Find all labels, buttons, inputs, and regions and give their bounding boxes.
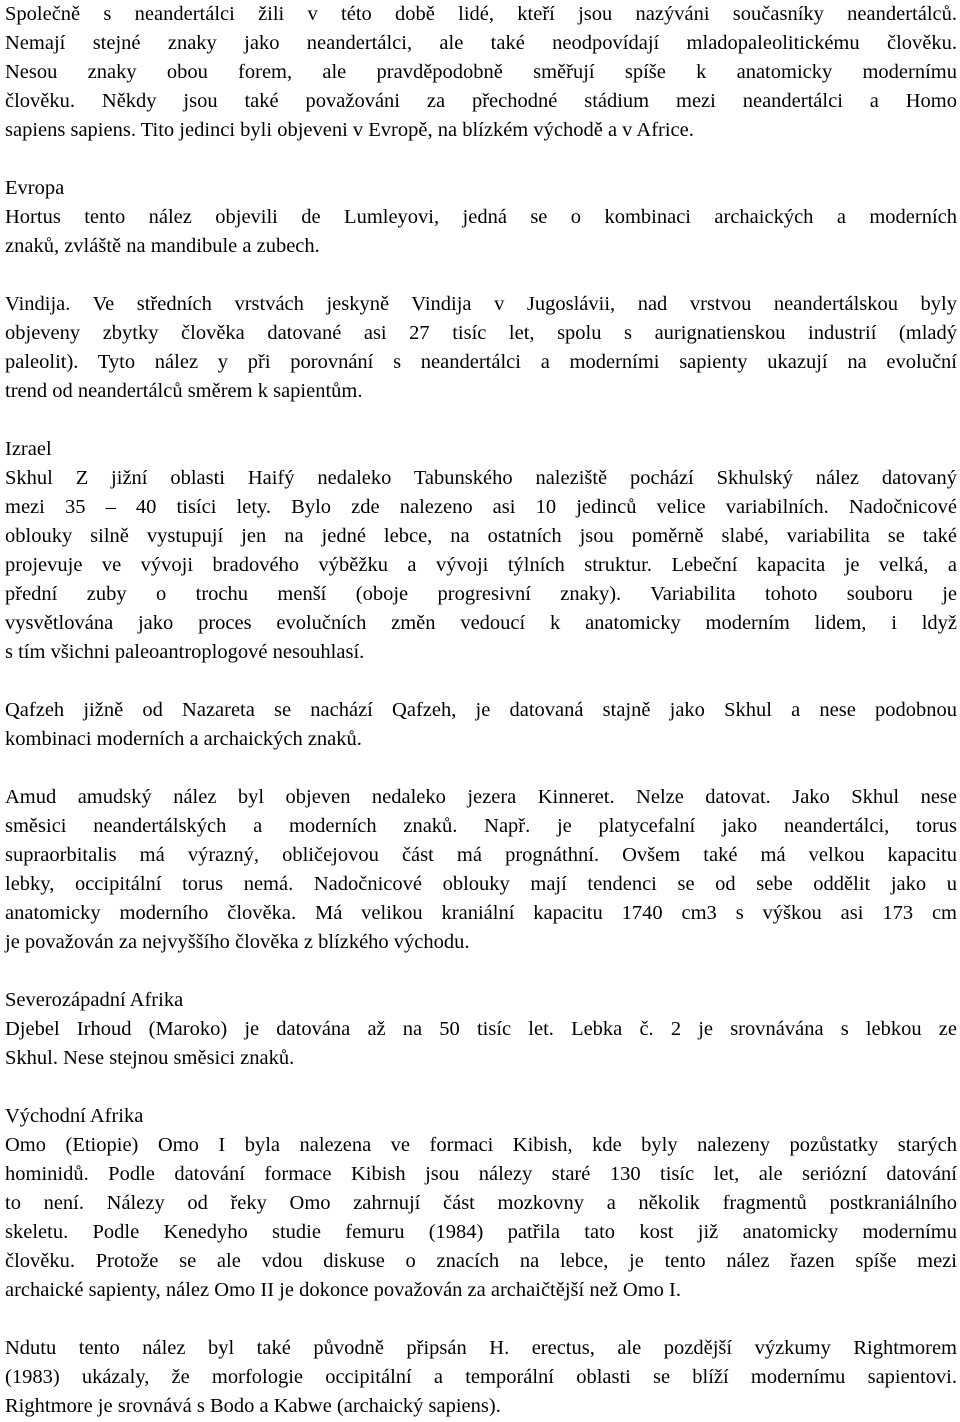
text-line: směsici neandertálských a moderních znaků. Např. je platycefalní jako neandertálci, torus xyxy=(5,815,957,837)
text-line: Djebel Irhoud (Maroko) je datována až na 50 tisíc let. Lebka č. 2 je srovnávána s lebkou ze xyxy=(5,1018,957,1040)
text-line: vysvětlována jako proces evolučních změn vedoucí k anatomicky moderním lidem, i ldyž xyxy=(5,612,957,634)
section-heading: Izrael xyxy=(5,438,52,460)
paragraph-gap xyxy=(5,145,957,174)
text-line: hominidů. Podle datování formace Kibish jsou nálezy staré 130 tisíc let, ale seriózní datování xyxy=(5,1163,957,1185)
text-line: Qafzeh jižně od Nazareta se nachází Qafzeh, je datovaná stajně jako Skhul a nese podobnou xyxy=(5,699,957,721)
paragraph-gap xyxy=(5,1073,957,1102)
text-line: Amud amudský nález byl objeven nedaleko jezera Kinneret. Nelze datovat. Jako Skhul nese xyxy=(5,786,957,808)
text-line: Rightmore je srovnává s Bodo a Kabwe (archaický sapiens). xyxy=(5,1395,501,1417)
text-line: Společně s neandertálci žili v této době lidé, kteří jsou nazýváni současníky neandertálců. xyxy=(5,3,957,25)
section-vychodni-afrika xyxy=(5,1102,957,1305)
paragraph-gap xyxy=(5,1305,957,1334)
section-heading: Severozápadní Afrika xyxy=(5,989,184,1011)
text-line: Skhul Z jižní oblasti Haifý nedaleko Tabunského naleziště pochází Skhulský nález datovaný xyxy=(5,467,957,489)
text-line: Ndutu tento nález byl také původně připsán H. erectus, ale pozdější výzkumy Rightmorem xyxy=(5,1337,957,1359)
paragraph-gap xyxy=(5,754,957,783)
text-line: paleolit). Tyto nález y při porovnání s neandertálci a moderními sapienty ukazují na evoluční xyxy=(5,351,957,373)
text-line: sapiens sapiens. Tito jedinci byli objeveni v Evropě, na blízkém východě a v Africe. xyxy=(5,119,694,141)
text-line: Hortus tento nález objevili de Lumleyovi, jedná se o kombinaci archaických a moderních xyxy=(5,206,957,228)
text-line: anatomicky moderního člověka. Má velikou kraniální kapacitu 1740 cm3 s výškou asi 173 cm xyxy=(5,902,957,924)
paragraph-gap xyxy=(5,957,957,986)
text-line: archaické sapienty, nález Omo II je dokonce považován za archaičtější než Omo I. xyxy=(5,1279,681,1301)
text-line: oblouky silně vystupují jen na jedné lebce, na ostatních jsou poměrně slabé, variabilita se také xyxy=(5,525,957,547)
text-line: supraorbitalis má výrazný, obličejovou část má prognáthní. Ovšem také má velkou kapacitu xyxy=(5,844,957,866)
paragraph-gap xyxy=(5,406,957,435)
section-heading: Východní Afrika xyxy=(5,1105,144,1127)
paragraph-qafzeh xyxy=(5,696,957,754)
text-line: skeletu. Podle Kenedyho studie femuru (1984) patřila tato kost již anatomicky modernímu xyxy=(5,1221,957,1243)
text-line: znaků, zvláště na mandibule a zubech. xyxy=(5,235,320,257)
section-heading: Evropa xyxy=(5,177,65,199)
paragraph-ndutu xyxy=(5,1334,957,1421)
text-line: člověku. Protože se ale vdou diskuse o znacích na lebce, je tento nález řazen spíše mezi xyxy=(5,1250,957,1272)
text-line: přední zuby o trochu menší (oboje progresivní znaky). Variabilita tohoto souboru je xyxy=(5,583,957,605)
text-line: kombinaci moderních a archaických znaků. xyxy=(5,728,362,750)
text-line: Nesou znaky obou forem, ale pravděpodobně směřují spíše k anatomicky modernímu xyxy=(5,61,957,83)
paragraph-gap xyxy=(5,667,957,696)
text-line: lebky, occipitální torus nemá. Nadočnicové oblouky mají tendenci se od sebe oddělit jako u xyxy=(5,873,957,895)
document-page xyxy=(5,0,957,1421)
paragraph-vindija xyxy=(5,290,957,406)
text-line: Vindija. Ve středních vrstvách jeskyně Vindija v Jugoslávii, nad vrstvou neandertálskou byly xyxy=(5,293,957,315)
text-line: projevuje ve vývoji bradového výběžku a vývoji týlních struktur. Lebeční kapacita je velká, a xyxy=(5,554,957,576)
paragraph-amud xyxy=(5,783,957,957)
section-severozapadni-afrika xyxy=(5,986,957,1073)
text-line: je považován za nejvyššího člověka z blízkého východu. xyxy=(5,931,470,953)
text-line: trend od neandertálců směrem k sapientům. xyxy=(5,380,363,402)
text-line: člověku. Někdy jsou také považováni za přechodné stádium mezi neandertálci a Homo xyxy=(5,90,957,112)
section-izrael xyxy=(5,435,957,667)
text-line: mezi 35 – 40 tisíci lety. Bylo zde nalezeno asi 10 jedinců velice variabilních. Nadočnicové xyxy=(5,496,957,518)
text-line: to není. Nálezy od řeky Omo zahrnují část mozkovny a několik fragmentů postkraniálního xyxy=(5,1192,957,1214)
text-line: s tím všichni paleoantroplogové nesouhlasí. xyxy=(5,641,365,663)
text-line: Nemají stejné znaky jako neandertálci, ale také neodpovídají mladopaleolitickému člověku. xyxy=(5,32,957,54)
text-line: Omo (Etiopie) Omo I byla nalezena ve formaci Kibish, kde byly nalezeny pozůstatky starých xyxy=(5,1134,957,1156)
text-line: Skhul. Nese stejnou směsici znaků. xyxy=(5,1047,295,1069)
section-evropa xyxy=(5,174,957,261)
paragraph-intro xyxy=(5,0,957,145)
text-line: (1983) ukázaly, že morfologie occipitální a temporální oblasti se blíží modernímu sapientovi. xyxy=(5,1366,957,1388)
paragraph-gap xyxy=(5,261,957,290)
text-line: objeveny zbytky člověka datované asi 27 tisíc let, spolu s aurignatienskou industrií (mladý xyxy=(5,322,957,344)
